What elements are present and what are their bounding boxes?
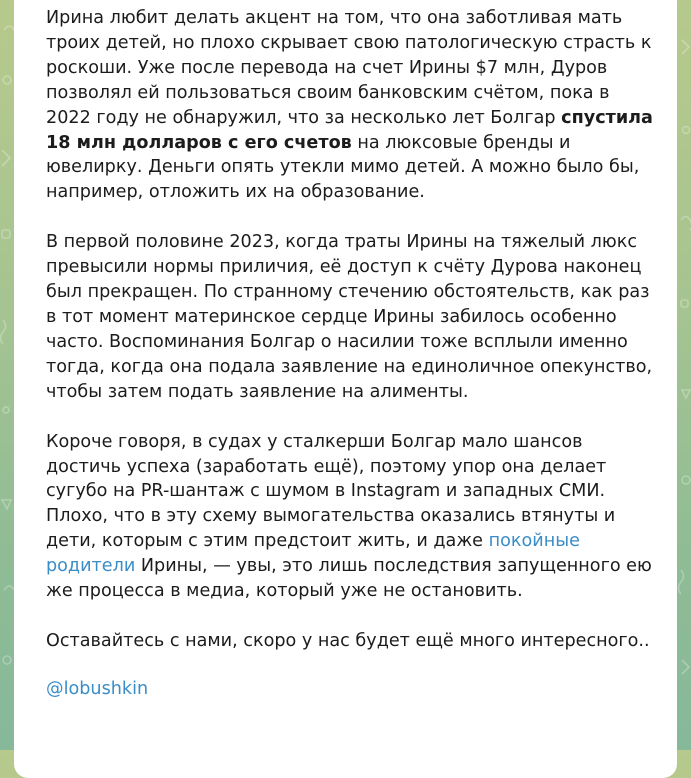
paragraph-3-text: Короче говоря, в судах у сталкерши Болгар мало шансов достичь успеха (заработать ещё), поэтому упор она делает сугубо на PR-шантаж с шумом в Instagram и западных СМИ. Плохо, что в эту схему вымогательства оказались втянуты и дети, которым с этим предстоит жить, и даже: [46, 431, 616, 552]
message-text: [46, 6, 657, 702]
paragraph-1-text-end: на люксовые бренды и ювелирку. Деньги опять утекли мимо детей. А можно было бы, например, отложить их на образование.: [46, 132, 640, 203]
paragraph-3-text-end: Ирины, — увы, это лишь последствия запущенного ею же процесса в медиа, который уже не остановить.: [46, 556, 652, 602]
bold-highlight: спустила 18 млн долларов с его счетов: [46, 107, 653, 153]
paragraph-4: Оставайтесь с нами, скоро у нас будет ещё много интересного..: [46, 630, 650, 651]
author-mention-link[interactable]: @lobushkin: [46, 678, 149, 699]
signature-paragraph: [46, 677, 657, 702]
paragraph-2: В первой половине 2023, когда траты Ирины на тяжелый люкс превысили нормы приличия, её доступ к счёту Дурова наконец был прекращен. По странному стечению обстоятельств, как раз в тот момент материнское сердце Ирины забилось особенно часто. Воспоминания Болгар о насилии тоже всплыли именно тогда, когда она подала заявление на единоличное опекунство, чтобы затем подать заявление на алименты.: [46, 232, 653, 402]
paragraph-3: [46, 430, 657, 604]
message-bubble: [14, 0, 677, 778]
parents-link[interactable]: покойные родители: [46, 531, 580, 577]
paragraph-1: [46, 6, 657, 205]
paragraph-1-text: Ирина любит делать акцент на том, что она заботливая мать троих детей, но плохо скрывает свою патологическую страсть к роскоши. Уже после перевода на счет Ирины $7 млн, Дуров позволял ей пользоваться своим банковским счётом, пока в 2022 году не обнаружил, что за несколько лет Болгар: [46, 8, 652, 128]
